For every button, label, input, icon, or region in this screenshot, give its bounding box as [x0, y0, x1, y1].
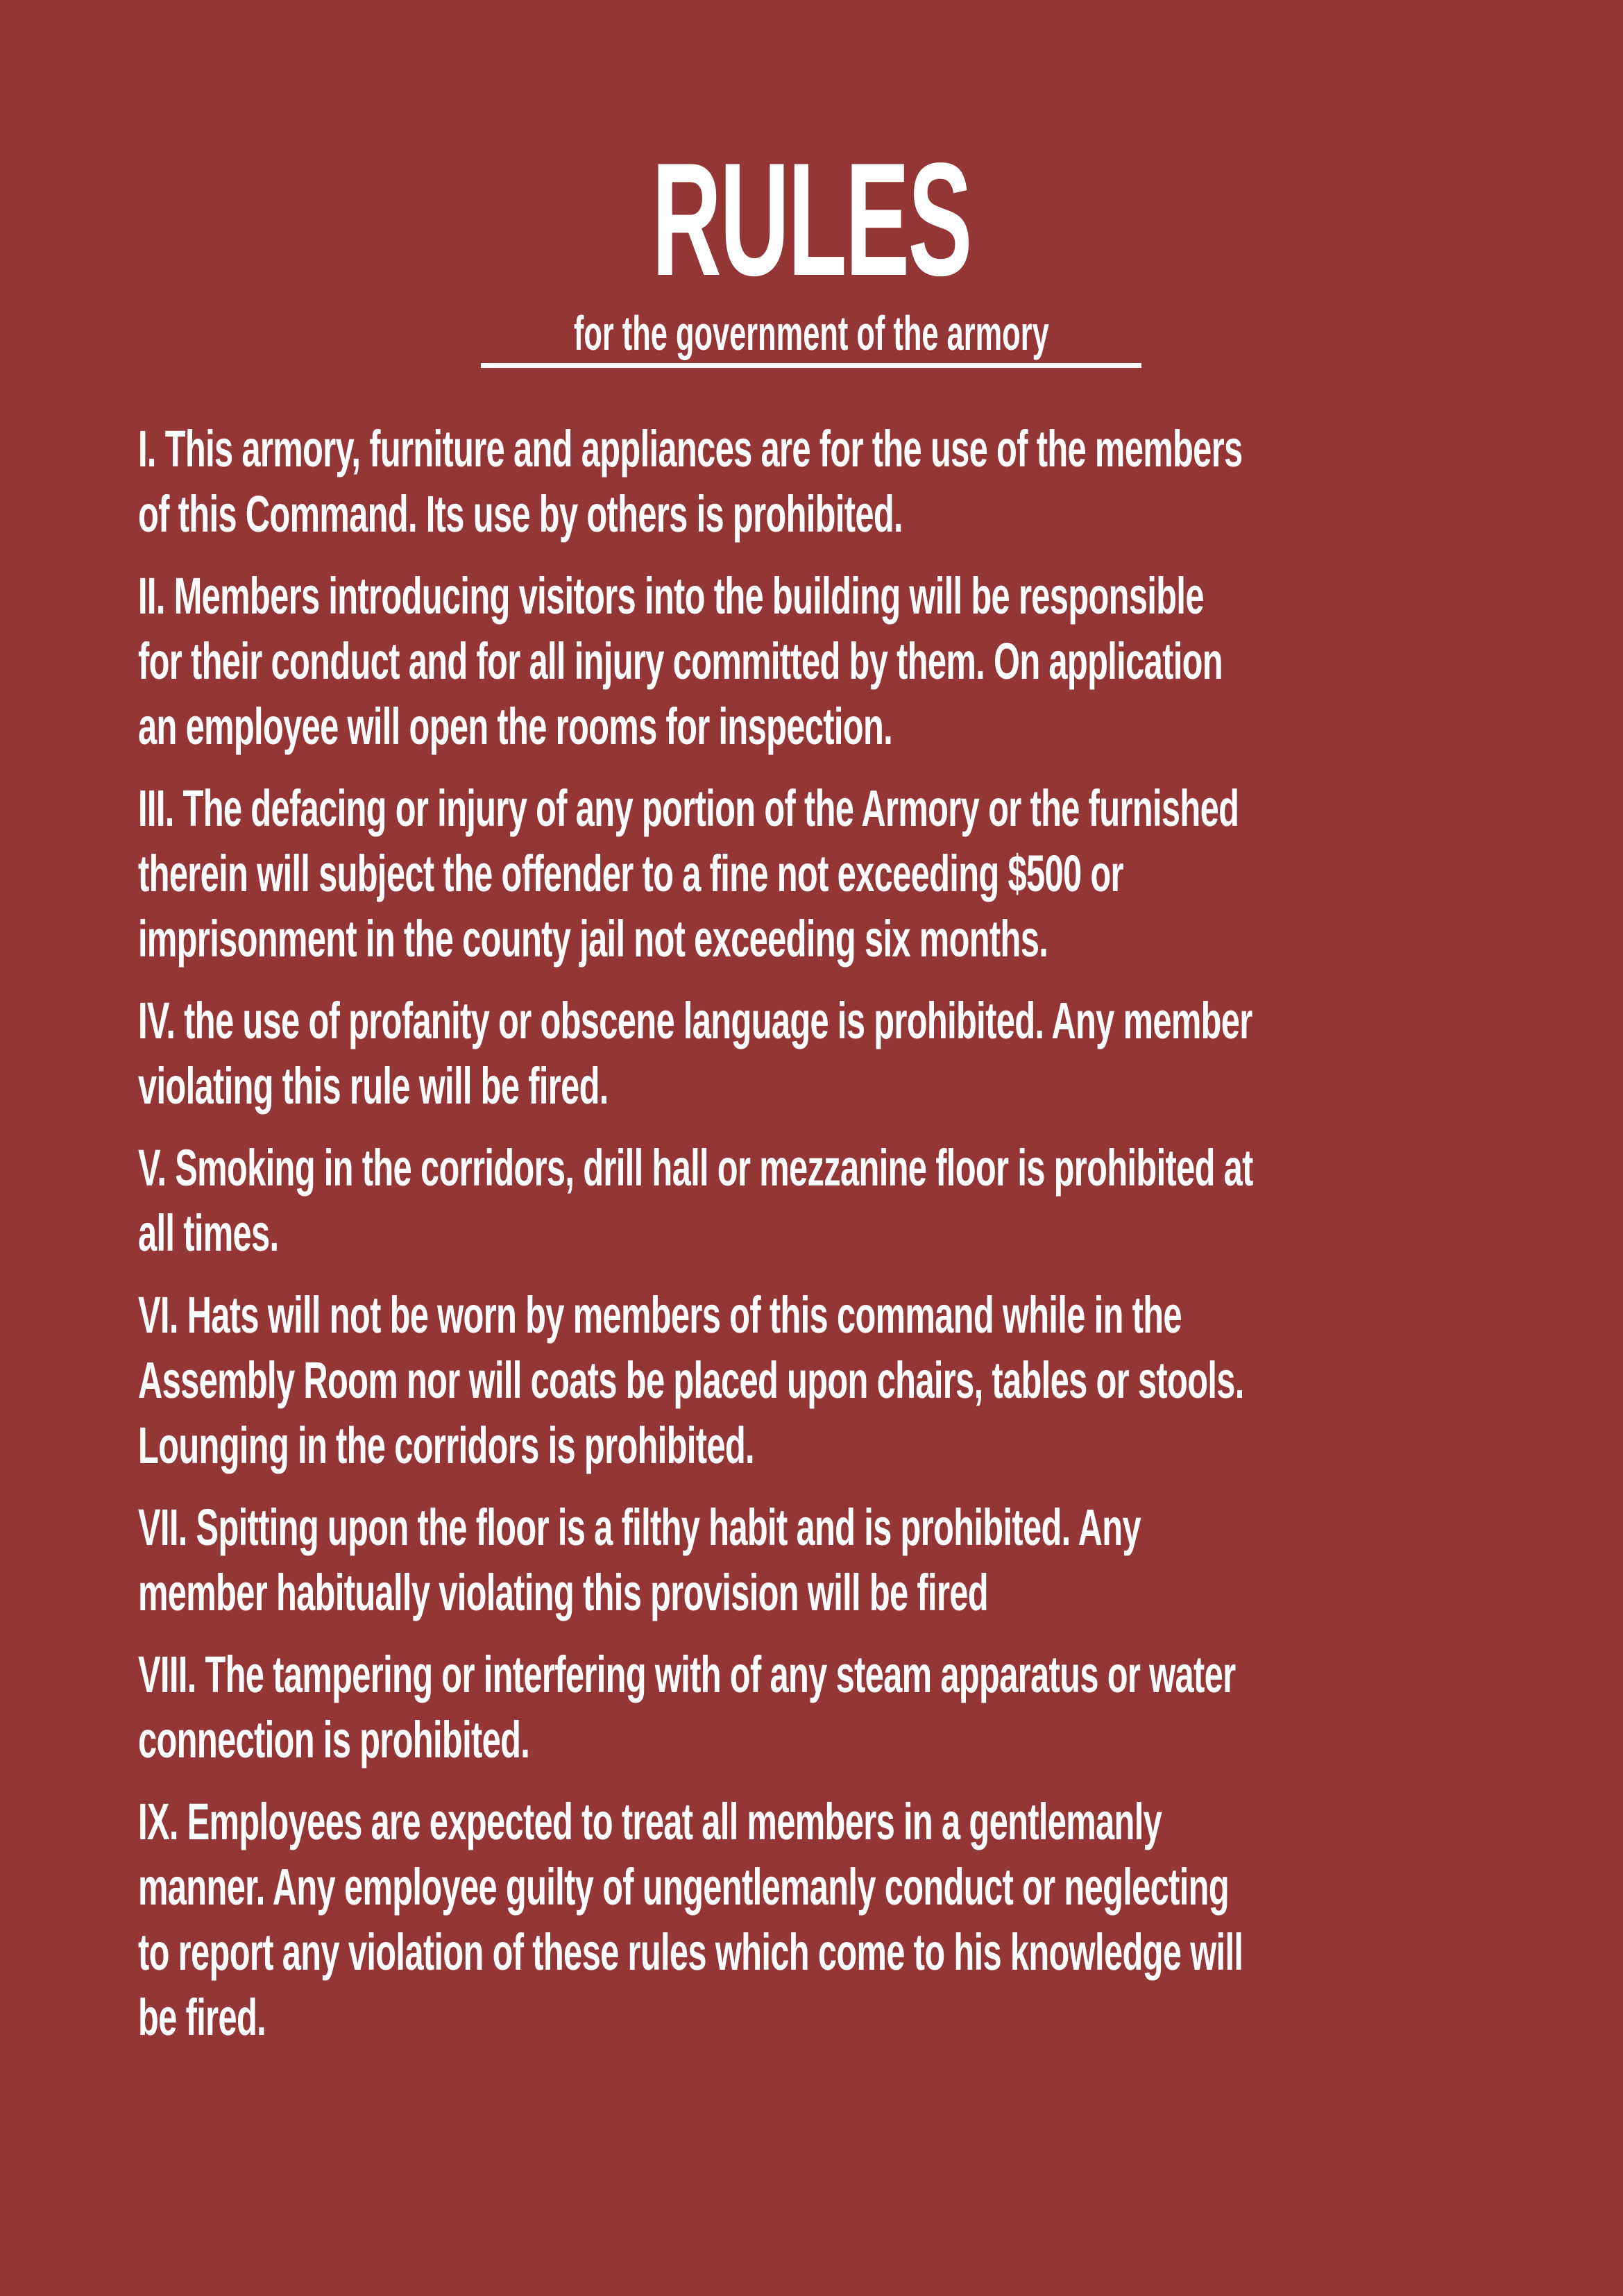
rule-line: imprisonment in the county jail not exceeding six months.	[138, 910, 1048, 968]
rule-line: VI. Hats will not be worn by members of this command while in the	[138, 1286, 1182, 1344]
rule-item-9	[138, 1789, 1526, 2050]
rule-line: connection is prohibited.	[138, 1711, 530, 1769]
subtitle-underline-divider	[481, 363, 1141, 368]
rule-line: violating this rule will be fired.	[138, 1057, 609, 1115]
rule-line: IV. the use of profanity or obscene language is prohibited. Any member	[138, 992, 1252, 1049]
rule-line: therein will subject the offender to a fine not exceeding $500 or	[138, 845, 1123, 902]
rule-line: manner. Any employee guilty of ungentlemanly conduct or neglecting	[138, 1858, 1230, 1916]
rule-item-4	[138, 988, 1526, 1119]
rule-line: all times.	[138, 1204, 279, 1262]
rule-line: V. Smoking in the corridors, drill hall or mezzanine floor is prohibited at	[138, 1139, 1253, 1197]
rule-line: of this Command. Its use by others is prohibited.	[138, 485, 903, 543]
page-subtitle-text: for the government of the armory	[574, 306, 1049, 360]
rule-item-7	[138, 1495, 1526, 1626]
rule-line: to report any violation of these rules which come to his knowledge will	[138, 1923, 1243, 1981]
rule-line: VIII. The tampering or interfering with of any steam apparatus or water	[138, 1646, 1236, 1703]
page-title-text: RULES	[652, 130, 971, 310]
rule-line: member habitually violating this provision will be fired	[138, 1564, 988, 1621]
rule-line: an employee will open the rooms for inspection.	[138, 698, 893, 755]
page-title	[0, 130, 1623, 310]
page-subtitle	[0, 305, 1623, 361]
rule-line: VII. Spitting upon the floor is a filthy habit and is prohibited. Any	[138, 1499, 1141, 1556]
rule-line: II. Members introducing visitors into the building will be responsible	[138, 567, 1204, 625]
rule-line: be fired.	[138, 1989, 266, 2046]
rule-item-1	[138, 416, 1526, 547]
rule-line: for their conduct and for all injury committed by them. On application	[138, 632, 1223, 690]
rules-list	[138, 416, 1526, 2067]
rule-item-3	[138, 776, 1526, 972]
rule-line: Lounging in the corridors is prohibited.	[138, 1417, 754, 1474]
rule-item-6	[138, 1283, 1526, 1478]
rule-line: IX. Employees are expected to treat all members in a gentlemanly	[138, 1793, 1162, 1850]
rule-item-5	[138, 1136, 1526, 1266]
rule-line: I. This armory, furniture and appliances are for the use of the members	[138, 420, 1243, 478]
rule-line: III. The defacing or injury of any portion of the Armory or the furnished	[138, 779, 1239, 837]
rule-item-8	[138, 1642, 1526, 1773]
rule-item-2	[138, 564, 1526, 759]
rule-line: Assembly Room nor will coats be placed upon chairs, tables or stools.	[138, 1351, 1244, 1409]
